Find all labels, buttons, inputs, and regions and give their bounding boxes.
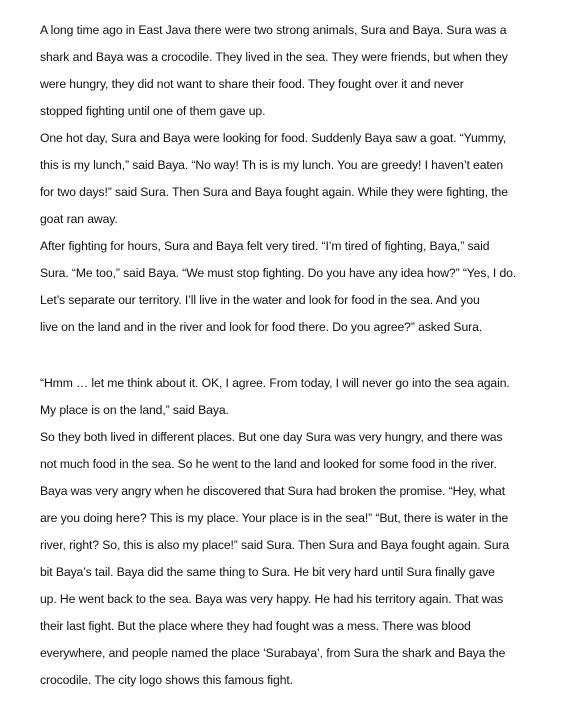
text-line: Sura. “Me too,” said Baya. “We must stop fighting. Do you have any idea how?” “Yes, I do. — [40, 266, 517, 280]
text-line: shark and Baya was a crocodile. They lived in the sea. They were friends, but when they — [40, 50, 508, 64]
text-line: this is my lunch,” said Baya. “No way! Th is is my lunch. You are greedy! I haven’t eaten — [40, 158, 504, 172]
text-line: stopped fighting until one of them gave up. — [40, 104, 266, 118]
text-line: goat ran away. — [40, 212, 118, 226]
text-line: A long time ago in East Java there were two strong animals, Sura and Baya. Sura was a — [40, 23, 507, 37]
text-line: live on the land and in the river and look for food there. Do you agree?” asked Sura. — [40, 320, 483, 334]
text-line: for two days!” said Sura. Then Sura and Baya fought again. While they were fighting, the — [40, 185, 508, 199]
text-line: crocodile. The city logo shows this famous fight. — [40, 673, 293, 687]
text-line: After fighting for hours, Sura and Baya felt very tired. “I’m tired of fighting, Baya,” said — [40, 239, 490, 253]
text-line: bit Baya’s tail. Baya did the same thing to Sura. He bit very hard until Sura finally gave — [40, 565, 495, 579]
text-line: So they both lived in different places. But one day Sura was very hungry, and there was — [40, 430, 503, 444]
text-line: not much food in the sea. So he went to the land and looked for some food in the river. — [40, 457, 497, 471]
text-line: are you doing here? This is my place. Your place is in the sea!” “But, there is water in the — [40, 511, 509, 525]
text-line: Let’s separate our territory. I’ll live in the water and look for food in the sea. And you — [40, 293, 480, 307]
text-line: river, right? So, this is also my place!” said Sura. Then Sura and Baya fought again. Sura — [40, 538, 510, 552]
text-line: Baya was very angry when he discovered that Sura had broken the promise. “Hey, what — [40, 484, 506, 498]
text-line: My place is on the land,” said Baya. — [40, 403, 229, 417]
text-line: One hot day, Sura and Baya were looking for food. Suddenly Baya saw a goat. “Yummy, — [40, 131, 507, 145]
text-line: their last fight. But the place where they had fought was a mess. There was blood — [40, 619, 471, 633]
text-line: “Hmm … let me think about it. OK, I agree. From today, I will never go into the sea again. — [40, 376, 510, 390]
text-line: were hungry, they did not want to share their food. They fought over it and never — [40, 77, 464, 91]
text-line: up. He went back to the sea. Baya was very happy. He had his territory again. That was — [40, 592, 504, 606]
text-line: everywhere, and people named the place ‘Surabaya’, from Sura the shark and Baya the — [40, 646, 506, 660]
